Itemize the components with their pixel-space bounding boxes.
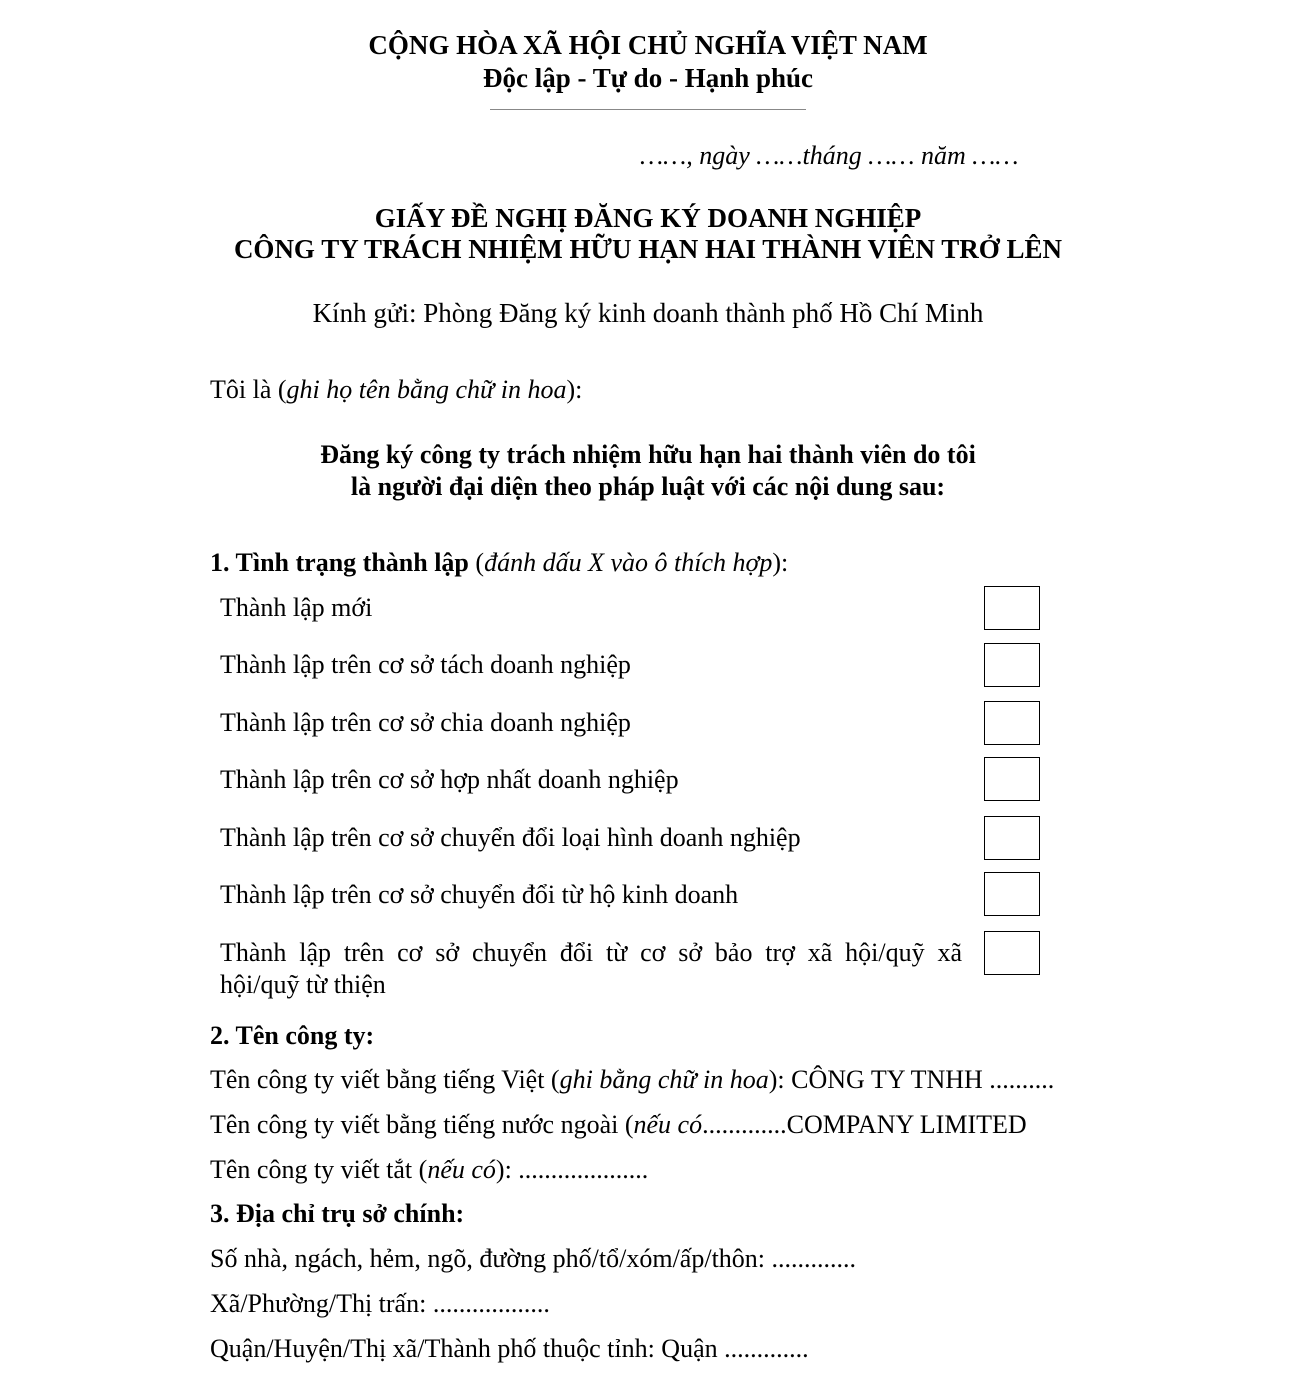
foreign-name-hint: nếu có — [633, 1110, 703, 1139]
section1-open: ( — [468, 548, 485, 577]
national-motto: Độc lập - Tự do - Hạnh phúc — [482, 63, 814, 93]
checkbox-consolidation[interactable] — [984, 757, 1040, 801]
option-label-household-conversion: Thành lập trên cơ sở chuyển đổi từ hộ kinh doanh — [220, 880, 739, 909]
declaration-line1: Đăng ký công ty trách nhiệm hữu hạn hai thành viên do tôi — [320, 440, 976, 469]
foreign-name-prefix: Tên công ty viết bằng tiếng nước ngoài ( — [210, 1110, 634, 1139]
applicant-prefix: Tôi là ( — [210, 375, 287, 404]
section1-heading — [210, 548, 788, 578]
form-title-line1: GIẤY ĐỀ NGHỊ ĐĂNG KÝ DOANH NGHIỆP — [374, 203, 922, 233]
option-label-consolidation: Thành lập trên cơ sở hợp nhất doanh nghiệp — [220, 765, 679, 794]
vn-name-suffix: ): CÔNG TY TNHH .......... — [768, 1065, 1055, 1094]
option-label-split: Thành lập trên cơ sở tách doanh nghiệp — [220, 650, 631, 679]
short-name-prefix: Tên công ty viết tắt ( — [210, 1155, 428, 1184]
address-street: Số nhà, ngách, hẻm, ngõ, đường phố/tổ/xóm/ấp/thôn: ............. — [210, 1244, 857, 1273]
national-title: CỘNG HÒA XÃ HỘI CHỦ NGHĨA VIỆT NAM — [368, 30, 928, 60]
company-name-foreign — [210, 1110, 1027, 1140]
checkbox-household-conversion[interactable] — [984, 872, 1040, 916]
short-name-suffix: ): .................... — [495, 1155, 649, 1184]
address-ward: Xã/Phường/Thị trấn: .................. — [210, 1289, 550, 1318]
option-label-division: Thành lập trên cơ sở chia doanh nghiệp — [220, 708, 631, 737]
company-name-short — [210, 1155, 648, 1185]
header-divider — [490, 109, 806, 110]
vn-name-prefix: Tên công ty viết bằng tiếng Việt ( — [210, 1065, 560, 1094]
form-title-line2: CÔNG TY TRÁCH NHIỆM HỮU HẠN HAI THÀNH VIÊN TRỞ LÊN — [233, 234, 1063, 264]
applicant-hint: ghi họ tên bằng chữ in hoa — [286, 375, 567, 404]
short-name-hint: nếu có — [427, 1155, 496, 1184]
date-line: ……, ngày ……tháng …… năm …… — [640, 141, 1019, 170]
checkbox-split[interactable] — [984, 643, 1040, 687]
section1-close: ): — [772, 548, 789, 577]
section3-heading: 3. Địa chỉ trụ sở chính: — [210, 1199, 465, 1228]
checkbox-type-conversion[interactable] — [984, 816, 1040, 860]
section2-heading: 2. Tên công ty: — [210, 1021, 375, 1050]
company-name-vietnamese — [210, 1065, 1054, 1095]
vn-name-hint: ghi bằng chữ in hoa — [559, 1065, 769, 1094]
checkbox-new[interactable] — [984, 586, 1040, 630]
option-label-new: Thành lập mới — [220, 593, 373, 622]
foreign-name-suffix: .............COMPANY LIMITED — [702, 1110, 1027, 1139]
applicant-line — [210, 375, 582, 405]
section1-title: 1. Tình trạng thành lập — [210, 548, 469, 577]
option-label-type-conversion: Thành lập trên cơ sở chuyển đổi loại hình doanh nghiệp — [220, 823, 801, 852]
recipient-line: Kính gửi: Phòng Đăng ký kinh doanh thành phố Hồ Chí Minh — [312, 298, 984, 328]
declaration-line2: là người đại diện theo pháp luật với các nội dung sau: — [350, 472, 946, 501]
option-label-social-fund-line2: hội/quỹ từ thiện — [220, 970, 386, 999]
option-label-social-fund-line1: Thành lập trên cơ sở chuyển đổi từ cơ sở bảo trợ xã hội/quỹ xã — [220, 938, 962, 967]
address-district: Quận/Huyện/Thị xã/Thành phố thuộc tỉnh: Quận ............. — [210, 1334, 809, 1363]
checkbox-division[interactable] — [984, 701, 1040, 745]
applicant-suffix: ): — [566, 375, 583, 404]
checkbox-social-fund-conversion[interactable] — [984, 931, 1040, 975]
section1-hint: đánh dấu X vào ô thích hợp — [484, 548, 773, 577]
